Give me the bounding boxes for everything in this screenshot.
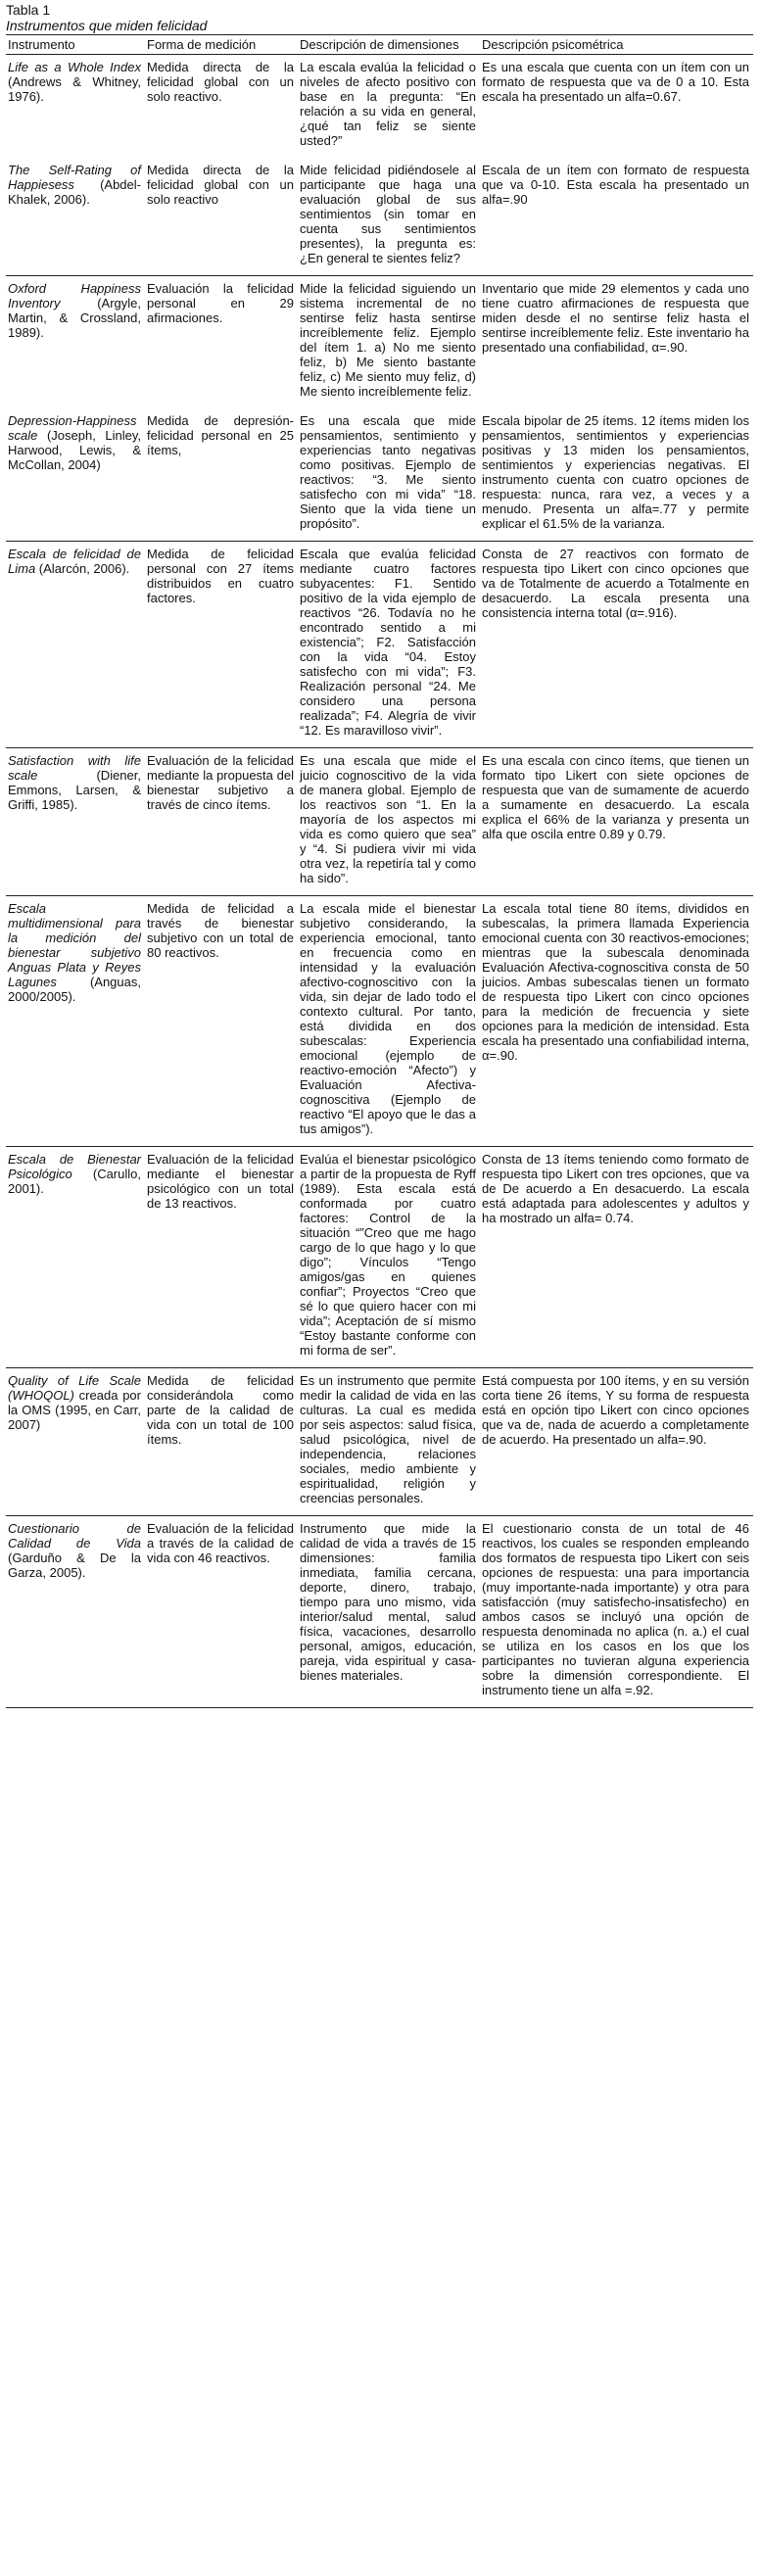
instrument-citation: (Andrews & Whitney, 1976).: [8, 74, 141, 104]
psychometric-cell: Es una escala con cinco ítems, que tienen un formato tipo Likert con siete opciones de respuesta que van de sumamente de acuerdo a sumamente en desacuerdo. La escala explica el 66% de la varianza y presenta un alfa que oscila entre 0.89 y 0.79.: [480, 748, 753, 896]
table-row: [6, 1516, 753, 1708]
psychometric-cell: La escala total tiene 80 ítems, divididos en subescalas, la primera llamada Experiencia emocional cuenta con 30 reactivos-emociones; mientras que la subescala denominada Evaluación Afectiva-cognoscitiva consta de 50 juicios. Ambas subescalas tienen un formato de respuesta tipo Likert con cinco opciones para la medición de frecuencia y siete opciones para la medición de intensidad. Esta escala ha presentado una confiabilidad interna, α=.90.: [480, 896, 753, 1147]
measurement-cell: Medida de felicidad personal con 27 ítems distribuidos en cuatro factores.: [145, 542, 298, 748]
instrument-cell: [6, 276, 145, 409]
instrument-cell: [6, 1516, 145, 1708]
instrument-citation: creada por la OMS (1995, en Carr, 2007): [8, 1388, 141, 1432]
psychometric-cell: Consta de 13 ítems teniendo como formato de respuesta tipo Likert con tres opciones, que va de De acuerdo a En desacuerdo. La escala está adaptada para adolescentes y adultos y ha mostrado un alfa= 0.74.: [480, 1147, 753, 1368]
measurement-cell: Medida directa de la felicidad global con un solo reactivo.: [147, 60, 294, 104]
description-cell: La escala mide el bienestar subjetivo considerando, la experiencia emocional, tanto en frecuencia como en intensidad y la evaluación afectivo-cognoscitivo con la vida, sin dejar de lado todo el contexto cultural. Por tanto, está dividida en dos subescalas: Experiencia emocional (ejemplo de reactivo-emoción “Afecto”) y Evaluación Afectiva-cognoscitiva (Ejemplo de reactivo “El apoyo que le das a tus amigos”).: [298, 896, 480, 1147]
table-title: Instrumentos que miden felicidad: [6, 18, 208, 33]
measurement-cell: Evaluación de la felicidad a través de la calidad de vida con 46 reactivos.: [145, 1516, 298, 1708]
header-psychometric: Descripción psicométrica: [480, 35, 753, 55]
measurement-cell: Medida de depresión-felicidad personal en 25 ítems,: [145, 408, 298, 542]
instrument-cell: [6, 55, 145, 159]
instrument-name: Depression-Happiness scale: [8, 413, 137, 443]
measurement-cell: Medida directa de la felicidad global con un solo reactivo: [145, 158, 298, 276]
header-description: Descripción de dimensiones: [298, 35, 480, 55]
header-instrument: Instrumento: [6, 35, 145, 55]
instrument-name: Escala de Bienestar Psicológico: [8, 1152, 141, 1181]
description-cell: La escala evalúa la felicidad o niveles de afecto positivo con base en la pregunta: “En relación a su vida en general, ¿qué tan feliz se siente usted?”: [300, 60, 476, 148]
instrument-cell: [6, 158, 145, 276]
instrument-name: Satisfaction with life scale: [8, 753, 141, 783]
instrument-name: Cuestionario de Calidad de Vida: [8, 1521, 141, 1550]
instrument-cell: [6, 1147, 145, 1368]
table-row: [6, 408, 753, 542]
instrument-citation: (Anguas, 2000/2005).: [8, 975, 141, 1004]
table-row: [6, 896, 753, 1147]
measurement-cell: Evaluación de la felicidad mediante la propuesta del bienestar subjetivo a través de cinco ítems.: [145, 748, 298, 896]
psychometric-cell: Está compuesta por 100 ítems, y en su versión corta tiene 26 ítems, Y su forma de respuesta está en opción tipo Likert con cinco opciones que va de, nada de acuerdo a completamente de acuerdo. Ha presentado un alfa=.90.: [480, 1368, 753, 1516]
description-cell: Mide felicidad pidiéndosele al participante que haga una evaluación global de sus sentimientos (sin tomar en cuenta sus sentimientos presentes), la pregunta es: ¿En general te sientes feliz?: [298, 158, 480, 276]
instrument-citation: (Alarcón, 2006).: [35, 561, 130, 576]
instrument-citation: (Carullo, 2001).: [8, 1167, 141, 1196]
table-row: [6, 55, 753, 159]
psychometric-cell: Escala bipolar de 25 ítems. 12 ítems miden los pensamientos, sentimientos y experiencias positivas y 13 miden los pensamientos, sentimientos y experiencias negativas. El instrumento cuenta con cuatro opciones de respuesta: nunca, rara vez, a veces y a menudo. Presenta un alfa=.77 y permite explicar el 61.5% de la varianza.: [480, 408, 753, 542]
instrument-cell: [6, 1368, 145, 1516]
instrument-citation: (Joseph, Linley, Harwood, Lewis, & McCollan, 2004): [8, 428, 141, 472]
psychometric-cell: Consta de 27 reactivos con formato de respuesta tipo Likert con cinco opciones que va de Totalmente de acuerdo a Totalmente en desacuerdo. La escala presenta una consistencia interna total (α=.916).: [480, 542, 753, 748]
instrument-name: Escala de felicidad de Lima: [8, 547, 141, 576]
instrument-cell: [6, 408, 145, 542]
instrument-name: Escala multidimensional para la medición del bienestar subjetivo Anguas Plata y Reyes Lagunes: [8, 901, 141, 989]
table-label: Tabla 1: [6, 2, 51, 18]
instrument-cell: [6, 542, 145, 748]
table-row: [6, 542, 753, 748]
table-row: [6, 1147, 753, 1368]
instrument-name: Oxford Happiness Inventory: [8, 281, 141, 310]
instrument-citation: (Diener, Emmons, Larsen, & Griffi, 1985).: [8, 768, 141, 812]
table-row: [6, 276, 753, 409]
instrument-name: The Self-Rating of Happiesess: [8, 163, 141, 192]
description-cell: Mide la felicidad siguiendo un sistema incremental de no sentirse feliz hasta sentirse increíblemente feliz. Ejemplo del ítem 1. a) No me siento feliz, b) Me siento bastante feliz, c) Me siento muy feliz, d) Me siento increíblemente feliz.: [300, 281, 476, 399]
table-row: [6, 1368, 753, 1516]
instruments-table: [6, 34, 753, 1708]
measurement-cell: Evaluación la felicidad personal en 29 afirmaciones.: [147, 281, 294, 325]
description-cell: Es una escala que mide el juicio cognoscitivo de la vida de manera global. Ejemplo de los reactivos son “1. En la mayoría de los aspectos mi vida es como quiero que sea” y “4. Si pudiera vivir mi vida otra vez, la repetiría tal y como ha sido”.: [298, 748, 480, 896]
measurement-cell: Medida de felicidad considerándola como parte de la calidad de vida con un total de 100 ítems.: [145, 1368, 298, 1516]
measurement-cell: Evaluación de la felicidad mediante el bienestar psicológico con un total de 13 reactivos.: [145, 1147, 298, 1368]
instrument-citation: (Abdel-Khalek, 2006).: [8, 177, 141, 207]
instrument-citation: (Garduño & De la Garza, 2005).: [8, 1550, 141, 1580]
table-row: [6, 748, 753, 896]
table-header-row: [6, 35, 753, 55]
description-cell: Evalúa el bienestar psicológico a partir de la propuesta de Ryff (1989). Esta escala está conformada por cuatro factores: Control de la situación “”Creo que me hago cargo de lo que hago y lo que digo”; Vínculos “Tengo amigos/gas en quienes confiar”; Proyectos “Creo que sé lo que quiero hacer con mi vida”; Aceptación de sí mismo “Estoy bastante conforme con mi forma de ser”.: [298, 1147, 480, 1368]
instrument-citation: (Argyle, Martin, & Crossland, 1989).: [8, 296, 141, 340]
instrument-name: Life as a Whole Index: [8, 60, 141, 74]
description-cell: Escala que evalúa felicidad mediante cuatro factores subyacentes: F1. Sentido positivo de la vida ejemplo de reactivos “26. Todavía no he encontrado sentido a mi existencia”; F2. Satisfacción con la vida “04. Estoy satisfecho con mi vida”; F3. Realización personal “24. Me considero una persona realizada”; F4. Alegría de vivir “12. Es maravilloso vivir”.: [298, 542, 480, 748]
measurement-cell: Medida de felicidad a través de bienestar subjetivo con un total de 80 reactivos.: [145, 896, 298, 1147]
table-row: [6, 158, 753, 276]
psychometric-cell: Escala de un ítem con formato de respuesta que va 0-10. Esta escala ha presentado un alfa=.90: [480, 158, 753, 276]
instrument-name: Quality of Life Scale (WHOQOL): [8, 1373, 141, 1403]
psychometric-cell: Es una escala que cuenta con un ítem con un formato de respuesta que va de 0 a 10. Esta escala ha presentado un alfa=0.67.: [482, 60, 749, 104]
instrument-cell: [6, 896, 145, 1147]
description-cell: Es un instrumento que permite medir la calidad de vida en las culturas. La cual es medida por seis aspectos: salud física, salud psicológica, nivel de independencia, relaciones sociales, medio ambiente y espiritualidad, religión y creencias personales.: [298, 1368, 480, 1516]
description-cell: Es una escala que mide pensamientos, sentimiento y experiencias tanto negativas como positivas. Ejemplo de reactivos: “3. Me siento satisfecho con mi vida” “18. Siento que la vida tiene un propósito”.: [298, 408, 480, 542]
psychometric-cell: El cuestionario consta de un total de 46 reactivos, los cuales se responden empleando dos formatos de respuesta tipo Likert con seis opciones de respuesta: una para importancia (muy importante-nada importante) y otra para satisfacción (muy satisfecho-insatisfecho) en ambos casos se incluyó una opción de respuesta denominada no aplica (n. a.) el cual se utiliza en los casos en los que los participantes no tuvieran alguna experiencia sobre la dimensión correspondiente. El instrumento tiene un alfa =.92.: [480, 1516, 753, 1708]
instrument-cell: [6, 748, 145, 896]
psychometric-cell: Inventario que mide 29 elementos y cada uno tiene cuatro afirmaciones de respuesta que miden desde el no sentirse feliz hasta el sentirse increíblemente feliz. Este inventario ha presentado una confiabilidad, α=.90.: [482, 281, 749, 355]
header-measurement: Forma de medición: [145, 35, 298, 55]
description-cell: Instrumento que mide la calidad de vida a través de 15 dimensiones: familia inmediata, familia cercana, deporte, dinero, trabajo, tiempo para uno mismo, vida interior/salud mental, salud física, vacaciones, desarrollo personal, amigos, educación, pareja, vida espiritual y casa-bienes materiales.: [298, 1516, 480, 1708]
